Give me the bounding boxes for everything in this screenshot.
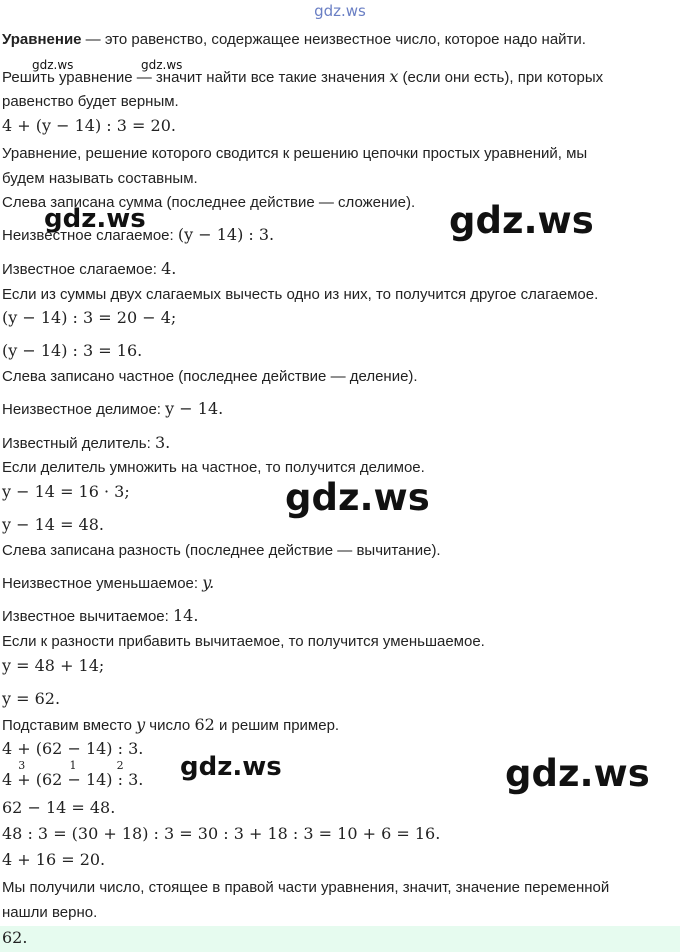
ordered-part: 14) — [80, 770, 118, 789]
watermark: gdz.ws — [285, 476, 430, 519]
step1-left: Слева записана сумма (последнее действие — сложение). — [2, 194, 416, 211]
step3-unknown — [2, 573, 214, 594]
step3-known — [2, 606, 198, 627]
step3-rule: Если к разности прибавить вычитаемое, то получится уменьшаемое. — [2, 633, 485, 650]
watermark: gdz.ws — [32, 58, 74, 72]
solve-def-text-b: (если они есть), при которых — [398, 69, 604, 86]
order-number: 2 — [116, 759, 124, 772]
step2-known — [2, 433, 170, 454]
step1-eq1: (y − 14) : 3 = 20 − 4; — [2, 308, 177, 327]
ordered-op-minus — [67, 759, 81, 789]
check-c1: 62 − 14 = 48. — [2, 798, 116, 817]
step3-known-label: Известное вычитаемое: — [2, 608, 173, 625]
answer-highlight — [0, 926, 680, 952]
step2-unknown-value: y − 14. — [165, 399, 224, 418]
solve-definition-line — [2, 67, 603, 88]
step1-unknown-value: (y − 14) : 3. — [177, 225, 275, 244]
watermark: gdz.ws — [44, 204, 146, 234]
solve-definition-line2: равенство будет верным. — [2, 93, 179, 110]
step2-known-label: Известный делитель: — [2, 435, 155, 452]
ordered-op: + — [17, 770, 31, 789]
step3-eq2: y = 62. — [2, 689, 61, 708]
step1-unknown-label: Неизвестное слагаемое: — [2, 227, 178, 244]
solve-def-text-a: Решить уравнение — значит найти все такие значения — [2, 69, 390, 86]
step1-known-label: Известное слагаемое: — [2, 261, 162, 278]
check-expr-ordered — [2, 759, 144, 790]
step1-rule: Если из суммы двух слагаемых вычесть одно из них, то получится другое слагаемое. — [2, 286, 599, 303]
composite-line1: Уравнение, решение которого сводится к решению цепочки простых уравнений, мы — [2, 145, 588, 162]
step2-rule: Если делитель умножить на частное, то получится делимое. — [2, 459, 425, 476]
step1-known — [2, 259, 176, 280]
ordered-op-plus — [17, 759, 31, 789]
site-header-link[interactable]: gdz.ws — [314, 2, 366, 20]
composite-line2: будем называть составным. — [2, 170, 198, 187]
watermark: gdz.ws — [141, 58, 183, 72]
order-number: 1 — [69, 759, 77, 772]
step1-eq2: (y − 14) : 3 = 16. — [2, 341, 143, 360]
step3-eq1: y = 48 + 14; — [2, 656, 105, 675]
ordered-part: (62 — [30, 770, 68, 789]
step3-left: Слева записана разность (последнее действие — вычитание). — [2, 542, 441, 559]
step3-known-value: 14. — [172, 606, 199, 625]
check-intro-c: и решим пример. — [214, 717, 340, 734]
check-c3: 4 + 16 = 20. — [2, 850, 106, 869]
ordered-part: 4 — [2, 770, 18, 789]
check-intro-b: число — [145, 717, 195, 734]
step2-eq1: y − 14 = 16 · 3; — [2, 482, 130, 501]
check-intro — [2, 715, 339, 736]
check-intro-var: y — [136, 715, 146, 734]
ordered-part: 3. — [123, 770, 144, 789]
step2-known-value: 3. — [154, 433, 171, 452]
step2-eq2: y − 14 = 48. — [2, 515, 104, 534]
definition-text: — это равенство, содержащее неизвестное число, которое надо найти. — [81, 31, 586, 48]
check-c2: 48 : 3 = (30 + 18) : 3 = 30 : 3 + 18 : 3 = 10 + 6 = 16. — [2, 824, 441, 843]
check-intro-num: 62 — [194, 715, 215, 734]
step2-unknown-label: Неизвестное делимое: — [2, 401, 166, 418]
conclusion-line1: Мы получили число, стоящее в правой части уравнения, значит, значение переменной — [2, 879, 610, 896]
watermark: gdz.ws — [180, 752, 282, 782]
ordered-op: : — [117, 770, 124, 789]
ordered-op-divide — [116, 759, 124, 789]
step2-unknown — [2, 399, 223, 420]
step3-unknown-value: y. — [202, 573, 215, 592]
check-intro-a: Подставим вместо — [2, 717, 137, 734]
step3-unknown-label: Неизвестное уменьшаемое: — [2, 575, 203, 592]
watermark: gdz.ws — [505, 752, 650, 795]
answer-value: 62. — [2, 928, 28, 947]
step1-known-value: 4. — [161, 259, 177, 278]
definition-term: Уравнение — [2, 31, 82, 48]
step2-left: Слева записано частное (последнее действие — деление). — [2, 368, 418, 385]
order-number: 3 — [18, 759, 26, 772]
solve-def-var: x — [389, 67, 399, 86]
definition-line — [2, 30, 586, 50]
check-expr: 4 + (62 − 14) : 3. — [2, 739, 144, 758]
ordered-op: − — [67, 770, 81, 789]
conclusion-line2: нашли верно. — [2, 904, 98, 921]
main-equation: 4 + (y − 14) : 3 = 20. — [2, 116, 176, 135]
watermark: gdz.ws — [449, 199, 594, 242]
